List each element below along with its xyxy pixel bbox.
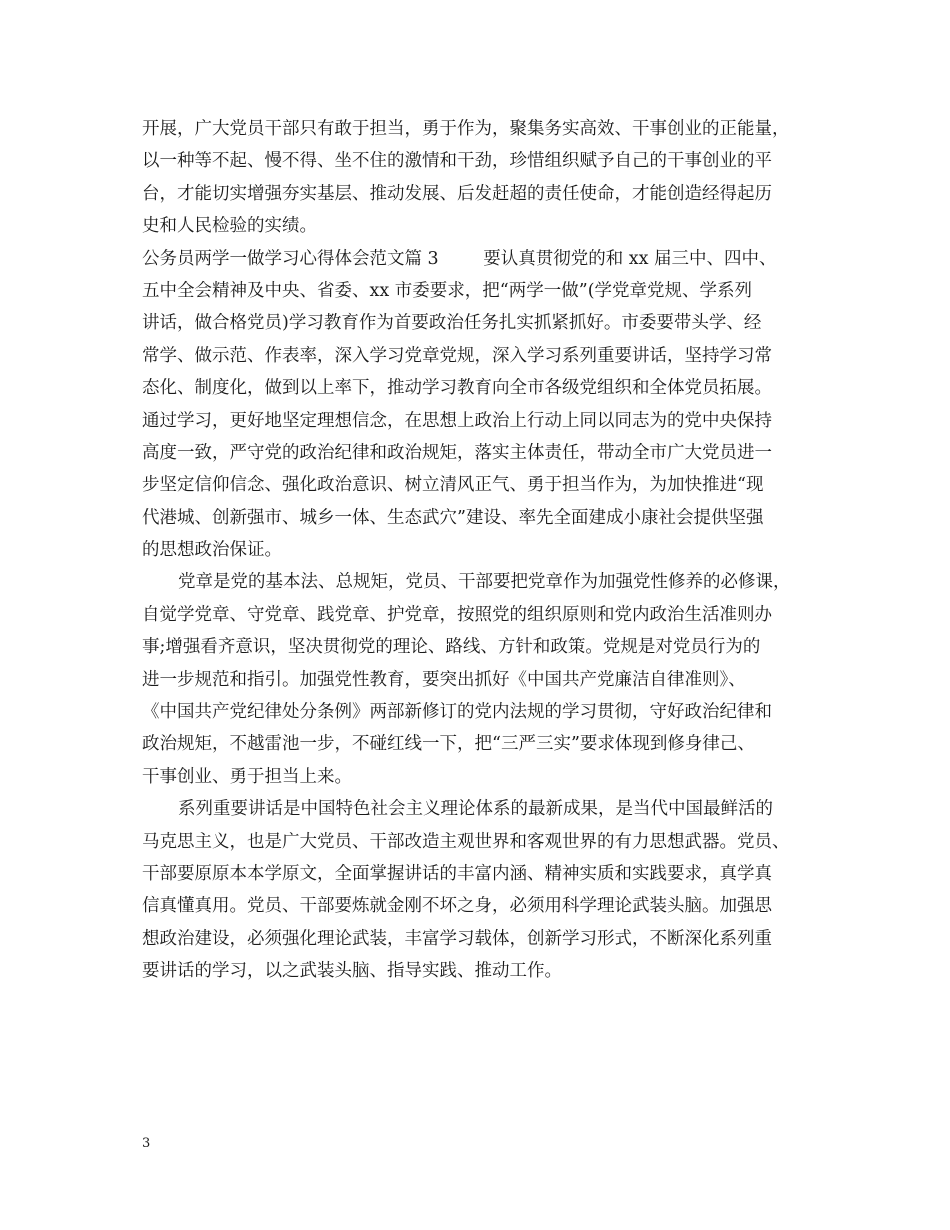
text-line: 通过学习，更好地坚定理想信念，在思想上政治上行动上同以同志为的党中央保持 xyxy=(142,410,772,431)
section-heading-line: 公务员两学一做学习心得体会范文篇 3 要认真贯彻党的和 xx 届三中、四中、 xyxy=(142,248,777,269)
text-line: 信真懂真用。党员、干部要炼就金刚不坏之身，必须用科学理论武装头脑。加强思 xyxy=(142,896,772,917)
text-line: 想政治建设，必须强化理论武装，丰富学习载体，创新学习形式，不断深化系列重 xyxy=(142,928,772,949)
text-line: 开展，广大党员干部只有敢于担当，勇于作为，聚集务实高效、干事创业的正能量， xyxy=(142,119,790,139)
text-line: 讲话，做合格党员)学习教育作为首要政治任务扎实抓紧抓好。市委要带头学、经 xyxy=(142,313,762,334)
text-line: 高度一致，严守党的政治纪律和政治规矩，落实主体责任，带动全市广大党员进一 xyxy=(142,442,772,463)
text-line: 干部要原原本本学原文，全面掌握讲话的丰富内涵、精神实质和实践要求，真学真 xyxy=(142,863,772,884)
text-line: 马克思主义，也是广大党员、干部改造主观世界和客观世界的有力思想武器。党员、 xyxy=(142,831,790,852)
text-line: 代港城、创新强市、城乡一体、生态武穴”建设、率先全面建成小康社会提供坚强 xyxy=(142,507,764,528)
text-line: 常学、做示范、作表率，深入学习党章党规，深入学习系列重要讲话，坚持学习常 xyxy=(142,345,772,366)
page-number: 3 xyxy=(142,1136,151,1151)
text-line: 史和人民检验的实绩。 xyxy=(142,216,317,237)
text-line: 《中国共产党纪律处分条例》两部新修订的党内法规的学习贯彻，守好政治纪律和 xyxy=(142,702,772,723)
text-line: 进一步规范和指引。加强党性教育，要突出抓好《中国共产党廉洁自律准则》、 xyxy=(142,669,746,690)
document-body xyxy=(142,113,824,988)
text-line: 事;增强看齐意识，坚决贯彻党的理论、路线、方针和政策。党规是对党员行为的 xyxy=(142,637,761,658)
text-line: 态化、制度化，做到以上率下，推动学习教育向全市各级党组织和全体党员拓展。 xyxy=(142,378,772,399)
text-line: 的思想政治保证。 xyxy=(142,540,282,561)
paragraph-first-line: 系列重要讲话是中国特色社会主义理论体系的最新成果，是当代中国最鲜活的 xyxy=(178,799,773,820)
text-line: 干事创业、勇于担当上来。 xyxy=(142,766,352,787)
text-line: 五中全会精神及中央、省委、xx 市委要求，把“两学一做”(学党章党规、学系列 xyxy=(142,280,753,301)
text-line: 要讲话的学习，以之武装头脑、指导实践、推动工作。 xyxy=(142,961,562,982)
text-line: 步坚定信仰信念、强化政治意识、树立清风正气、勇于担当作为，为加快推进“现 xyxy=(142,475,764,496)
text-line: 台，才能切实增强夯实基层、推动发展、后发赶超的责任使命，才能创造经得起历 xyxy=(142,183,772,204)
text-line: 自觉学党章、守党章、践党章、护党章，按照党的组织原则和党内政治生活准则办 xyxy=(142,604,772,625)
paragraph-first-line: 党章是党的基本法、总规矩，党员、干部要把党章作为加强党性修养的必修课， xyxy=(178,572,791,593)
text-line: 以一种等不起、慢不得、坐不住的激情和干劲，珍惜组织赋予自己的干事创业的平 xyxy=(142,151,772,172)
text-line: 政治规矩，不越雷池一步，不碰红线一下，把“三严三实”要求体现到修身律己、 xyxy=(142,734,755,755)
